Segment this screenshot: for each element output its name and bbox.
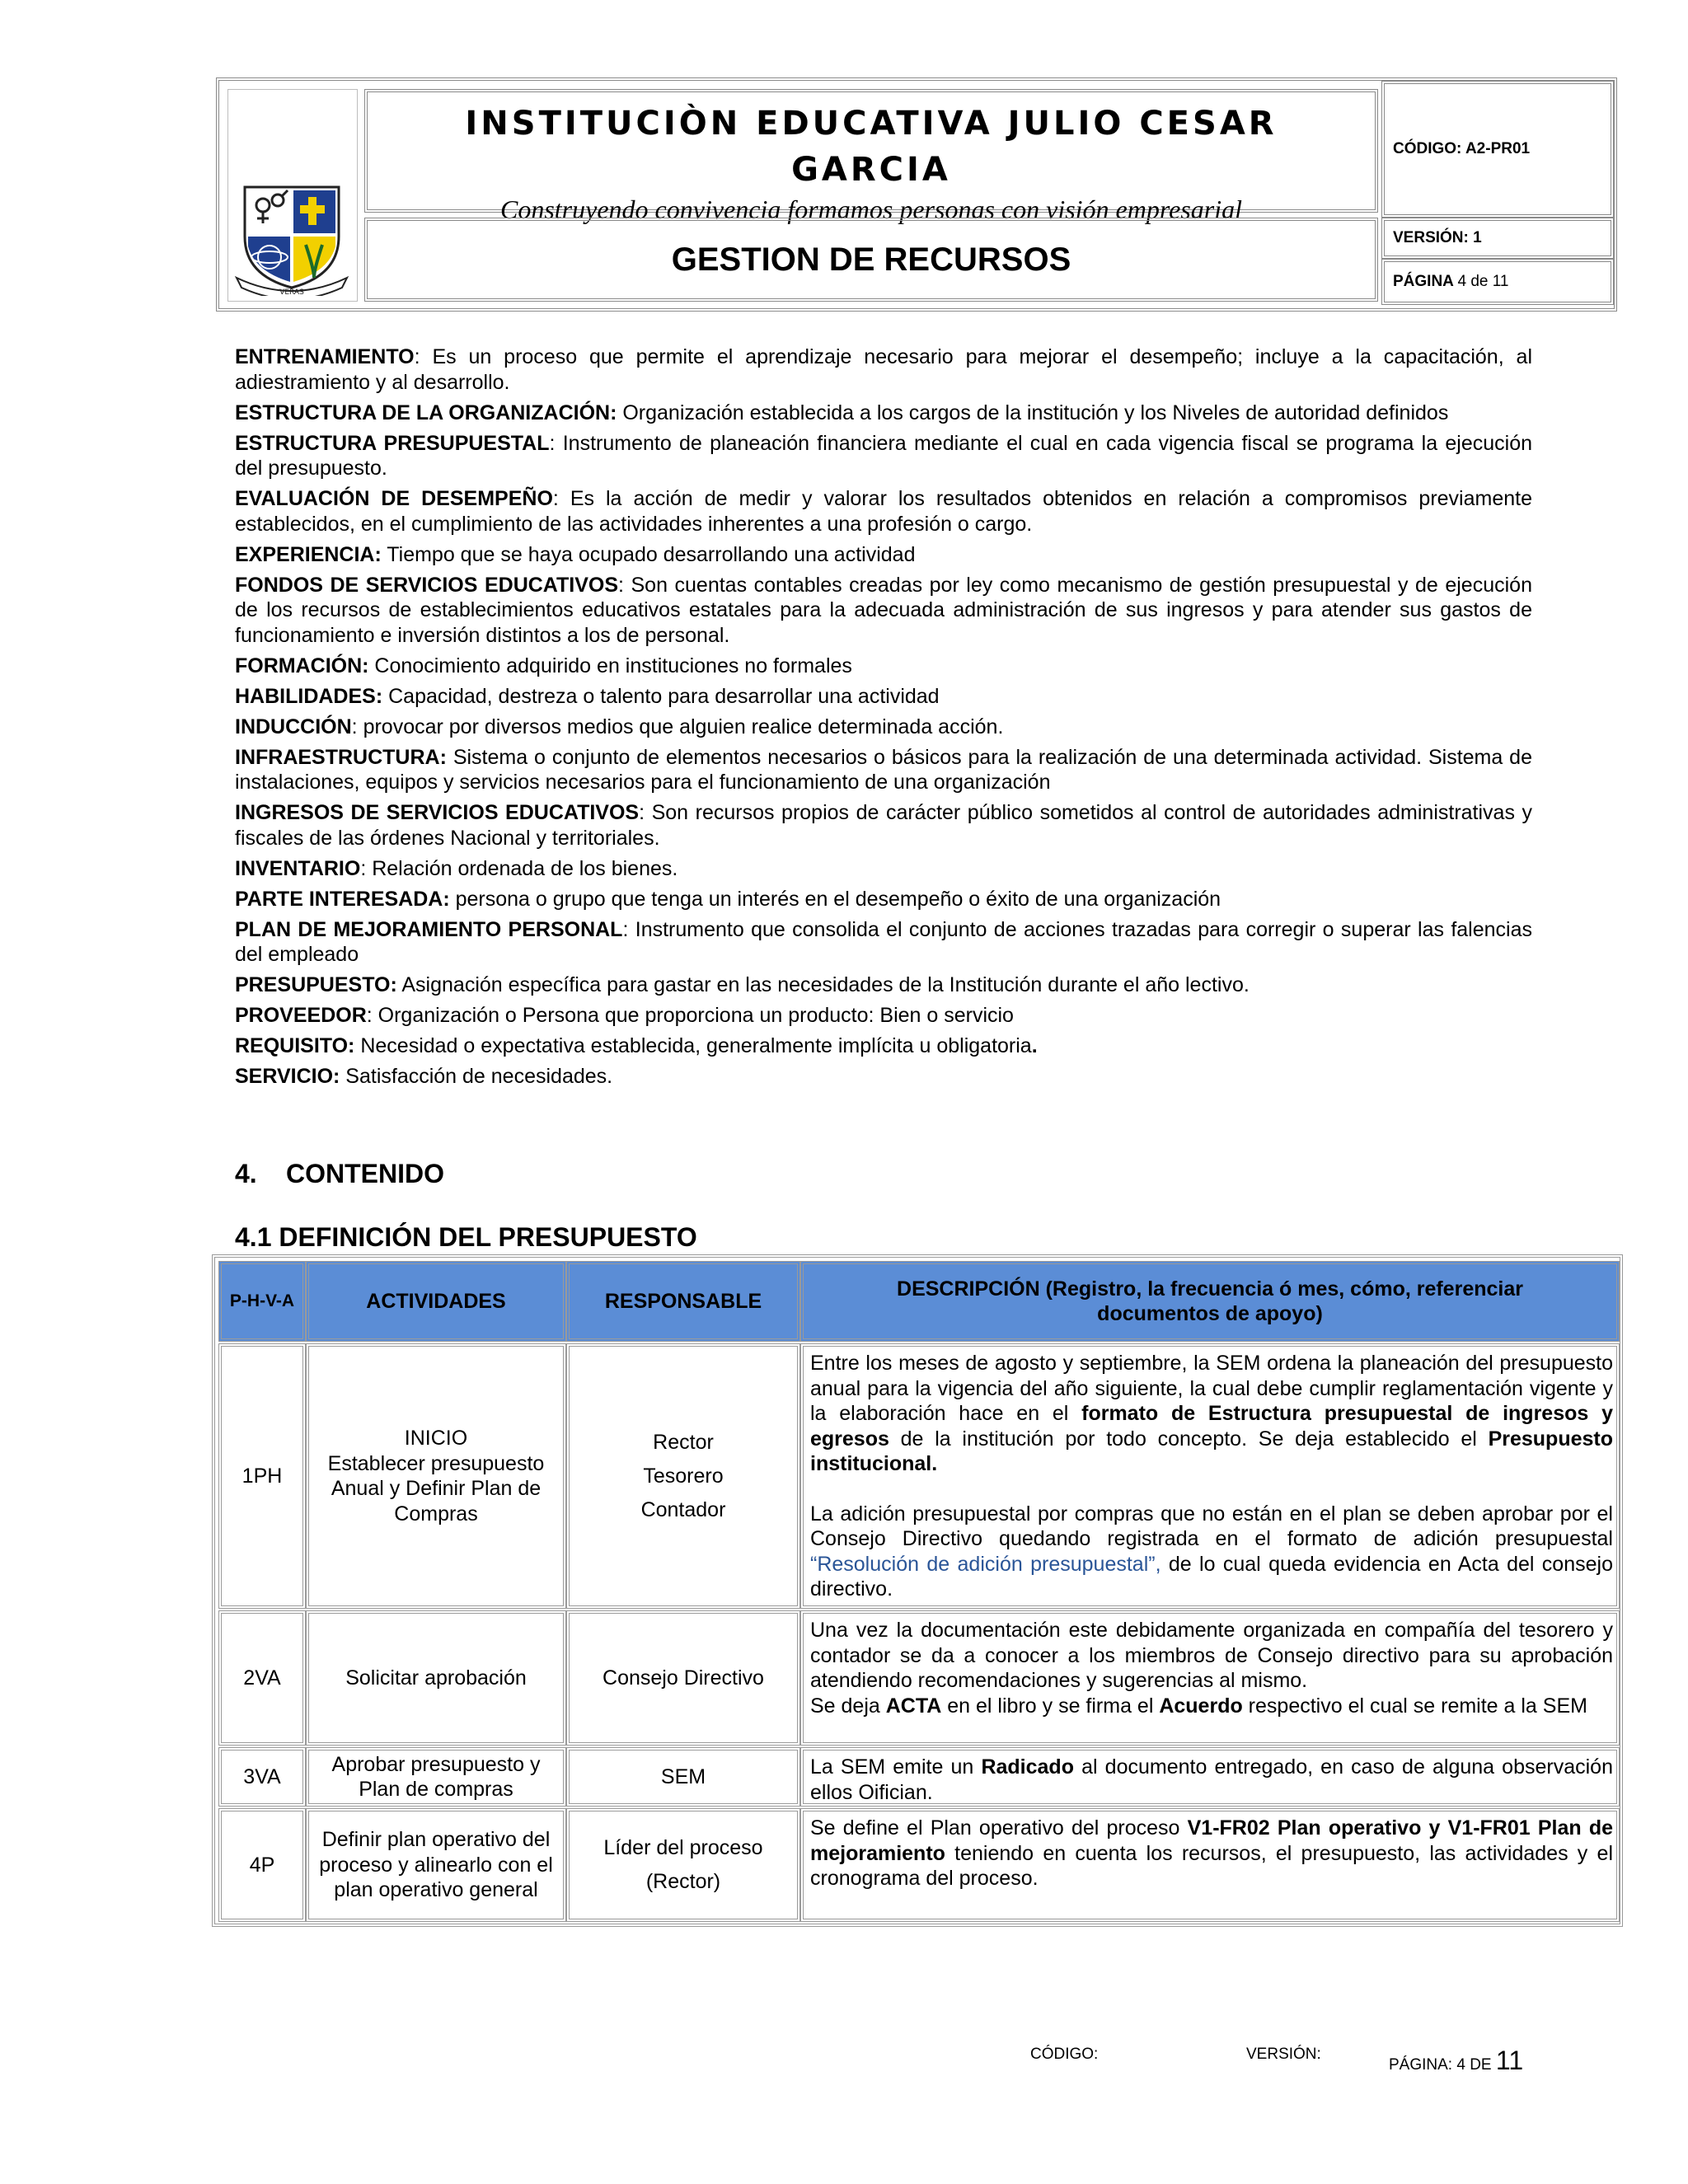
footer-code: CÓDIGO: <box>1030 2046 1099 2063</box>
institution-name-line2: GARCIA <box>791 151 951 189</box>
row3-responsible: SEM <box>566 1747 800 1807</box>
definition-term: ESTRUCTURA DE LA ORGANIZACIÓN: <box>235 401 617 424</box>
desc-text: Se deja <box>810 1694 886 1718</box>
definition-item <box>235 684 1532 710</box>
definition-item <box>235 800 1532 851</box>
desc-text: Entre los meses de agosto y septiembre, la SEM ordena la planeación del presupuesto anual para la vigencia del año siguiente, la cual debe cumplir reglamentación vigente y la elaboración hace en el <box>810 1352 1613 1425</box>
desc-bold: Acuerdo <box>1159 1694 1243 1718</box>
row1-responsible <box>566 1343 800 1609</box>
row2-responsible: Consejo Directivo <box>566 1610 800 1746</box>
footer-page <box>1389 2046 1523 2076</box>
institution-name-line1: INSTITUCIÒN EDUCATIVA JULIO CESAR <box>465 105 1278 143</box>
section-title: CONTENIDO <box>286 1159 444 1188</box>
definition-separator: : <box>351 715 358 738</box>
activities-table <box>212 1254 1623 1927</box>
resolution-reference: “Resolución de adición presupuestal”, <box>810 1552 1161 1576</box>
definition-item <box>235 887 1532 912</box>
row1-activity-line: Establecer presupuesto Anual y Definir Plan de Compras <box>327 1451 545 1526</box>
definition-text: Tiempo que se haya ocupado desarrollando una actividad <box>381 542 916 566</box>
definition-term: INVENTARIO <box>235 856 361 880</box>
definition-item <box>235 542 1532 568</box>
definition-term: PRESUPUESTO: <box>235 973 397 996</box>
definition-term: HABILIDADES: <box>235 684 383 708</box>
definition-item <box>235 431 1532 481</box>
responsible-line: Tesorero <box>643 1464 724 1488</box>
definition-term: PLAN DE MEJORAMIENTO PERSONAL <box>235 917 623 941</box>
page-cell <box>1381 259 1614 305</box>
definition-text: Instrumento de planeación financiera mediante el cual en cada vigencia fiscal se programa la ejecución del presupuesto. <box>235 431 1533 480</box>
desc-text: al documento entregado, en caso de alguna observación ellos Oifician. <box>810 1755 1613 1804</box>
institution-logo <box>230 172 354 296</box>
page-value: 4 de 11 <box>1457 273 1509 290</box>
document-code: CÓDIGO: A2-PR01 <box>1393 140 1531 157</box>
row3-description <box>800 1747 1620 1807</box>
desc-text: Se define el Plan operativo del proceso <box>810 1816 1188 1840</box>
definition-separator: : <box>366 1004 373 1027</box>
row3-activity: Aprobar presupuesto y Plan de compras <box>306 1747 566 1807</box>
definition-text: Conocimiento adquirido en instituciones no formales <box>368 654 852 677</box>
definition-text: Es la acción de medir y valorar los resultados obtenidos en relación a compromisos previamente establecidos, en el cumplimiento de las actividades inherentes a una profesión o cargo. <box>235 487 1532 536</box>
responsible-line: Rector <box>653 1430 714 1454</box>
row3-phva: 3VA <box>218 1747 306 1807</box>
header-activities: ACTIVIDADES <box>306 1261 566 1342</box>
row2-description <box>800 1610 1620 1746</box>
definition-item <box>235 917 1532 968</box>
definition-item <box>235 1064 1532 1090</box>
definition-term: FONDOS DE SERVICIOS EDUCATIVOS <box>235 573 619 597</box>
desc-bold: ACTA <box>885 1694 942 1718</box>
definition-term: EVALUACIÓN DE DESEMPEÑO <box>235 487 553 510</box>
definition-term: FORMACIÓN: <box>235 654 369 677</box>
desc-text: en el libro y se firma el <box>941 1694 1160 1718</box>
definition-separator: : <box>414 345 420 368</box>
document-version: VERSIÓN: 1 <box>1393 229 1482 246</box>
definition-text: Sistema o conjunto de elementos necesarios o básicos para la realización de una determinada actividad. Sistema de instalaciones, equipos y servicios necesarios para el funcionamiento de una organización <box>235 745 1532 794</box>
row2-phva: 2VA <box>218 1610 306 1746</box>
paragraph-spacer <box>810 1477 1613 1502</box>
definition-text: Necesidad o expectativa establecida, generalmente implícita u obligatoria <box>354 1034 1032 1057</box>
definition-separator: : <box>618 573 624 597</box>
definitions-list <box>235 344 1532 1094</box>
row1-phva: 1PH <box>218 1343 306 1609</box>
desc-text: respectivo el cual se remite a la SEM <box>1242 1694 1587 1718</box>
definition-item <box>235 856 1532 882</box>
desc-text: La SEM emite un <box>810 1755 982 1779</box>
definition-item <box>235 486 1532 537</box>
definition-item <box>235 1003 1532 1029</box>
desc-text: de la institución por todo concepto. Se deja establecido el <box>889 1427 1489 1451</box>
subsection-heading: 4.1 DEFINICIÓN DEL PRESUPUESTO <box>235 1222 697 1252</box>
definition-term: REQUISITO: <box>235 1034 355 1057</box>
desc-bold: Radicado <box>981 1755 1074 1779</box>
definition-text: Organización establecida a los cargos de la institución y los Niveles de autoridad definidos <box>617 401 1449 424</box>
definition-term: PROVEEDOR <box>235 1004 367 1027</box>
svg-text:VERAS: VERAS <box>279 288 304 296</box>
footer-version: VERSIÓN: <box>1246 2046 1321 2063</box>
definition-term: INDUCCIÓN <box>235 715 352 738</box>
responsible-line: (Rector) <box>645 1870 721 1893</box>
definition-term: PARTE INTERESADA: <box>235 887 450 911</box>
version-cell <box>1381 218 1614 259</box>
institution-title-cell <box>364 89 1378 224</box>
row4-phva: 4P <box>218 1808 306 1922</box>
desc-bold: Presupuesto institucional. <box>810 1427 1613 1475</box>
footer-page-total: 11 <box>1495 2046 1524 2075</box>
page-indicator <box>1385 262 1611 302</box>
definition-item <box>235 1033 1532 1059</box>
desc-text: Una vez la documentación este debidamente organizada en compañía del tesorero y contador se da a conocer a los miembros de Consejo directivo para su aprobación atendiendo recomendaciones y sugerencias al mismo. <box>810 1619 1613 1692</box>
row4-description <box>800 1808 1620 1922</box>
row1-description <box>800 1343 1620 1609</box>
definition-item <box>235 654 1532 679</box>
definition-text: Son cuentas contables creadas por ley como mecanismo de gestión presupuestal y de ejecución de los recursos de establecimientos educativos estatales para la adecuada administración de sus ingresos y para atender sus gastos de funcionamiento e inversión distintos a los de personal. <box>235 573 1532 647</box>
row4-activity: Definir plan operativo del proceso y alinearlo con el plan operativo general <box>306 1808 566 1922</box>
row2-activity: Solicitar aprobación <box>306 1610 566 1746</box>
desc-text: de lo cual queda evidencia en Acta del consejo directivo. <box>810 1552 1613 1601</box>
definition-text: Son recursos propios de carácter público sometidos al control de autoridades administrativas y fiscales de las órdenes Nacional y territoriales. <box>235 801 1532 850</box>
definition-item <box>235 745 1532 795</box>
row2-description-line <box>810 1694 1613 1719</box>
definition-term: SERVICIO: <box>235 1065 340 1088</box>
definition-text: Asignación específica para gastar en las necesidades de la Institución durante el año lectivo. <box>396 973 1250 996</box>
definition-text: Satisfacción de necesidades. <box>340 1065 613 1088</box>
definition-item <box>235 344 1532 395</box>
desc-text: La adición presupuestal por compras que no están en el plan se deben aprobar por el Consejo Directivo quedando registrada en el formato de adición presupuestal <box>810 1502 1613 1550</box>
definition-separator: : <box>360 856 367 880</box>
header-description: DESCRIPCIÓN (Registro, la frecuencia ó mes, cómo, referenciar documentos de apoyo) <box>800 1261 1620 1342</box>
desc-text: teniendo en cuenta los recursos, el presupuesto, las actividades y el cronograma del proceso. <box>810 1841 1613 1890</box>
page-label: PÁGINA <box>1393 273 1454 290</box>
definition-term: INFRAESTRUCTURA: <box>235 745 447 769</box>
definition-item <box>235 573 1532 649</box>
definition-term: ESTRUCTURA PRESUPUESTAL <box>235 431 550 455</box>
definition-term: ENTRENAMIENTO <box>235 345 415 368</box>
definition-text: persona o grupo que tenga un interés en el desempeño o éxito de una organización <box>449 887 1221 911</box>
definition-separator: : <box>622 917 629 941</box>
section-number: 4. <box>235 1159 257 1188</box>
definition-item <box>235 715 1532 740</box>
definition-term: INGRESOS DE SERVICIOS EDUCATIVOS <box>235 801 640 824</box>
desc-bold: V1-FR02 Plan operativo y V1-FR01 Plan de mejoramiento <box>810 1816 1613 1865</box>
definition-item <box>235 401 1532 426</box>
definition-separator: : <box>552 487 559 510</box>
definition-text: Relación ordenada de los bienes. <box>366 856 678 880</box>
institution-motto: Construyendo convivencia formamos personas con visión empresarial <box>499 194 1243 224</box>
definition-tail: . <box>1031 1034 1038 1057</box>
process-name-cell <box>364 218 1378 302</box>
responsible-line: Contador <box>640 1497 726 1521</box>
definition-text: Instrumento que consolida el conjunto de acciones trazadas para corregir o superar las falencias del empleado <box>235 917 1532 966</box>
definition-separator: : <box>549 431 556 455</box>
responsible-line: Líder del proceso <box>603 1836 763 1859</box>
definition-text: Es un proceso que permite el aprendizaje necesario para mejorar el desempeño; incluye a la capacitación, al adiestramiento y al desarrollo. <box>235 345 1532 394</box>
row4-responsible <box>566 1808 800 1922</box>
definition-text: Capacidad, destreza o talento para desarrollar una actividad <box>382 684 940 708</box>
row1-description-paragraph1 <box>810 1351 1613 1477</box>
logo-cell <box>227 89 358 302</box>
row1-activity <box>306 1343 566 1609</box>
definition-text: Organización o Persona que proporciona un producto: Bien o servicio <box>372 1004 1014 1027</box>
process-name: GESTION DE RECURSOS <box>671 241 1071 278</box>
header-phva: P-H-V-A <box>218 1261 306 1342</box>
definition-separator: : <box>639 801 645 824</box>
footer-page-prefix: PÁGINA: 4 DE <box>1389 2056 1492 2074</box>
desc-bold: formato de Estructura presupuestal de ingresos y egresos <box>810 1402 1613 1451</box>
code-cell <box>1381 81 1614 218</box>
definition-term: EXPERIENCIA: <box>235 542 382 566</box>
definition-item <box>235 972 1532 998</box>
row1-description-paragraph2 <box>810 1502 1613 1602</box>
section-heading <box>235 1159 444 1189</box>
document-header <box>216 77 1617 312</box>
header-responsible: RESPONSABLE <box>566 1261 800 1342</box>
row1-activity-line: INICIO <box>404 1427 468 1450</box>
definition-text: provocar por diversos medios que alguien realice determinada acción. <box>357 715 1004 738</box>
